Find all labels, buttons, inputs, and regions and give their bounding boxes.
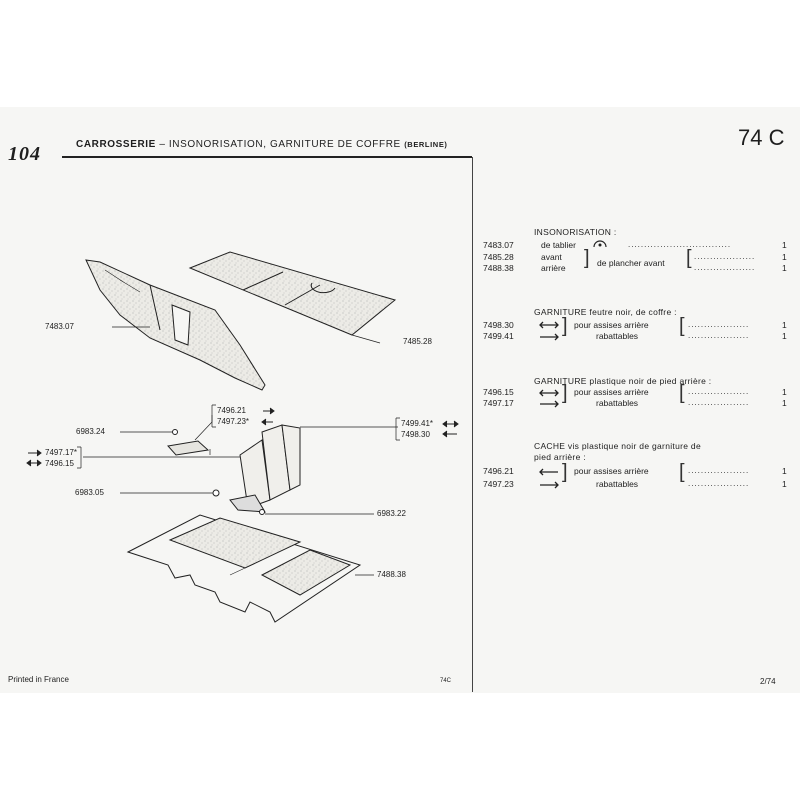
desc: rabattables — [596, 398, 639, 408]
pn-7496-15: 7496.15 — [483, 387, 514, 397]
qty: 1 — [782, 252, 787, 262]
double-arrow-icon — [539, 388, 559, 398]
label-7496-21: 7496.21 — [217, 406, 246, 415]
qty: 1 — [782, 320, 787, 330]
label-7497-17: 7497.17* — [45, 448, 78, 457]
right-arrow-icon — [539, 480, 559, 490]
label-7499-41: 7499.41* — [401, 419, 434, 428]
pn-7499-41: 7499.41 — [483, 331, 514, 341]
pn-7497-23: 7497.23 — [483, 479, 514, 489]
rear-floor-insulation — [128, 515, 360, 622]
dots: ................... — [694, 263, 756, 272]
label-7498-30: 7498.30 — [401, 430, 430, 439]
heading-cache-2: pied arrière : — [534, 452, 586, 462]
left-arrow-icon — [539, 467, 559, 477]
desc-avant: avant — [541, 252, 562, 262]
qty: 1 — [782, 479, 787, 489]
qty: 1 — [782, 240, 787, 250]
bracket: ] — [562, 315, 568, 337]
qty: 1 — [782, 387, 787, 397]
heading-insonorisation: INSONORISATION : — [534, 227, 617, 237]
dots: ................... — [688, 466, 750, 475]
qty: 1 — [782, 263, 787, 273]
double-arrow-icon — [539, 320, 559, 330]
pn-7498-30: 7498.30 — [483, 320, 514, 330]
heading-garniture-plastique: GARNITURE plastique noir de pied arrière : — [534, 376, 712, 386]
bracket: [ — [686, 247, 692, 269]
desc: rabattables — [596, 479, 639, 489]
label-7483-07: 7483.07 — [45, 322, 74, 331]
label-6983-22: 6983.22 — [377, 509, 406, 518]
dots: ................... — [688, 479, 750, 488]
pn-7496-21: 7496.21 — [483, 466, 514, 476]
pn-7497-17: 7497.17 — [483, 398, 514, 408]
page-code: 74 C — [738, 125, 785, 150]
label-7488-38: 7488.38 — [377, 570, 406, 579]
title-sep: – — [155, 139, 169, 150]
bracket: [ — [679, 315, 685, 337]
title-paren: (BERLINE) — [404, 140, 448, 149]
footer-code: 74C — [440, 678, 452, 684]
title-rest: INSONORISATION, GARNITURE DE COFFRE — [168, 139, 405, 150]
desc: pour assises arrière — [574, 320, 649, 330]
dots: ................................ — [628, 240, 732, 249]
desc-arriere: arrière — [541, 263, 566, 273]
desc-de-tablier: de tablier — [541, 240, 576, 250]
trunk-trim-panels — [168, 425, 300, 512]
dots: ................... — [688, 387, 750, 396]
right-arrow-icon — [539, 399, 559, 409]
label-7485-28: 7485.28 — [403, 337, 432, 346]
pn-7483-07: 7483.07 — [483, 240, 514, 250]
model-logo: 104 — [8, 143, 41, 165]
page-number: 2/74 — [760, 677, 776, 686]
desc: pour assises arrière — [574, 387, 649, 397]
heading-cache-1: CACHE vis plastique noir de garniture de — [534, 441, 701, 451]
bracket: ] — [584, 247, 590, 269]
dots: ................... — [688, 398, 750, 407]
pn-7488-38: 7488.38 — [483, 263, 514, 273]
desc-de-plancher-avant: de plancher avant — [597, 258, 665, 268]
heading-garniture-feutre: GARNITURE feutre noir, de coffre : — [534, 307, 677, 317]
bracket: ] — [562, 382, 568, 404]
label-6983-24: 6983.24 — [76, 427, 105, 436]
label-6983-05: 6983.05 — [75, 488, 104, 497]
qty: 1 — [782, 398, 787, 408]
right-arrow-icon — [539, 332, 559, 342]
dots: ................... — [688, 331, 750, 340]
qty: 1 — [782, 466, 787, 476]
title-main: CARROSSERIE — [76, 139, 156, 150]
label-7497-23: 7497.23* — [217, 417, 250, 426]
dots: ................... — [688, 320, 750, 329]
dashboard-position-icon — [592, 239, 608, 249]
bracket: [ — [679, 461, 685, 483]
bracket: [ — [679, 382, 685, 404]
qty: 1 — [782, 331, 787, 341]
desc: pour assises arrière — [574, 466, 649, 476]
pn-7485-28: 7485.28 — [483, 252, 514, 262]
desc: rabattables — [596, 331, 639, 341]
printed-in-france: Printed in France — [8, 675, 69, 684]
label-7496-15: 7496.15 — [45, 459, 74, 468]
bracket: ] — [562, 461, 568, 483]
dots: ................... — [694, 252, 756, 261]
